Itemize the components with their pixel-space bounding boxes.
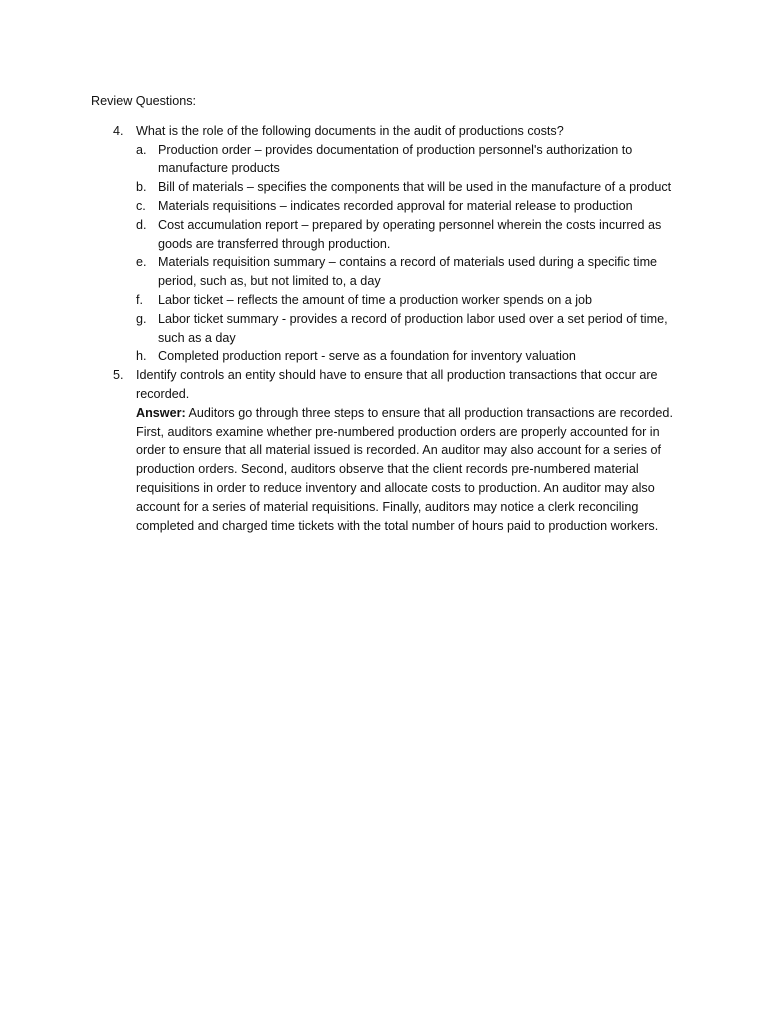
question-5 bbox=[91, 366, 691, 535]
question-number: 5. bbox=[113, 368, 124, 383]
list-item-text: Labor ticket summary - provides a record of production labor used over a set period of time, such as a day bbox=[158, 311, 668, 345]
list-letter: f. bbox=[136, 292, 143, 307]
list-letter: e. bbox=[136, 255, 147, 270]
list-item-text: Production order – provides documentation of production personnel's authorization to manufacture products bbox=[158, 142, 633, 176]
list-letter: b. bbox=[136, 180, 147, 195]
question-text: Identify controls an entity should have to ensure that all production transactions that occur are recorded. bbox=[136, 368, 658, 401]
list-item bbox=[136, 197, 691, 216]
document-content bbox=[91, 92, 691, 535]
list-letter: g. bbox=[136, 311, 147, 326]
list-item bbox=[136, 141, 691, 179]
question-number: 4. bbox=[113, 123, 124, 138]
list-letter: a. bbox=[136, 142, 147, 157]
answer-label: Answer: bbox=[136, 405, 186, 420]
list-item-text: Labor ticket – reflects the amount of time a production worker spends on a job bbox=[158, 292, 593, 307]
list-item-text: Materials requisition summary – contains a record of materials used during a specific time period, such as, but not limited to, a day bbox=[158, 255, 658, 289]
list-letter: c. bbox=[136, 198, 146, 213]
list-item bbox=[136, 253, 691, 291]
list-item-text: Completed production report - serve as a foundation for inventory valuation bbox=[158, 349, 576, 364]
list-item bbox=[136, 216, 691, 254]
question-text: What is the role of the following documents in the audit of productions costs? bbox=[136, 123, 564, 138]
list-letter: d. bbox=[136, 217, 147, 232]
list-item bbox=[136, 291, 691, 310]
question-4 bbox=[91, 122, 691, 366]
list-item bbox=[136, 178, 691, 197]
list-item bbox=[136, 347, 691, 366]
list-item-text: Cost accumulation report – prepared by operating personnel wherein the costs incurred as goods are transferred through production. bbox=[158, 217, 662, 251]
list-item-text: Bill of materials – specifies the components that will be used in the manufacture of a product bbox=[158, 180, 672, 195]
document-role-list bbox=[136, 141, 691, 367]
answer-text: Auditors go through three steps to ensure that all production transactions are recorded. First, auditors examine whether pre-numbered production orders are properly accounted for in order to ensure that all material issued is recorded. An auditor may also account for a series of production orders. Second, auditors observe that the client records pre-numbered material requisitions in order to reduce inventory and allocate costs to production. An auditor may also account for a series of material requisitions. Finally, auditors may notice a clerk reconciling completed and charged time tickets with the total number of hours paid to production workers. bbox=[136, 405, 673, 533]
list-item bbox=[136, 310, 691, 348]
question-list bbox=[91, 122, 691, 536]
list-letter: h. bbox=[136, 349, 147, 364]
list-item-text: Materials requisitions – indicates recorded approval for material release to production bbox=[158, 198, 633, 213]
review-questions-heading: Review Questions: bbox=[91, 94, 196, 108]
answer-paragraph bbox=[136, 404, 691, 536]
